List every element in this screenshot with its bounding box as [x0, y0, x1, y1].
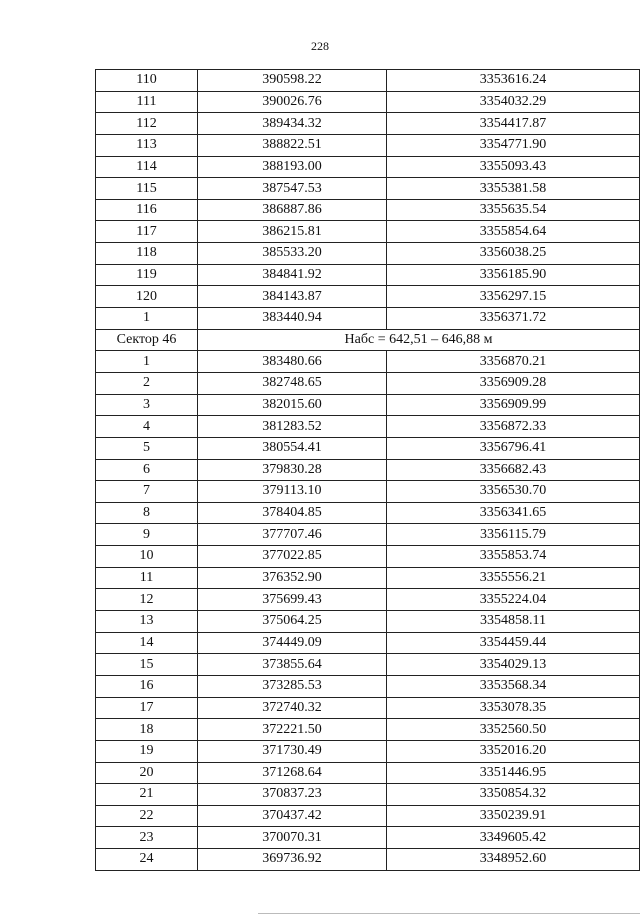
coord-x: 371268.64: [198, 762, 387, 784]
coord-x: 372740.32: [198, 697, 387, 719]
coord-y: 3355854.64: [387, 221, 640, 243]
point-number: 1: [96, 351, 198, 373]
coord-y: 3356870.21: [387, 351, 640, 373]
point-number: 20: [96, 762, 198, 784]
table-row: [96, 70, 640, 92]
sector-row: [96, 329, 640, 351]
coord-x: 383440.94: [198, 308, 387, 330]
coord-x: 380554.41: [198, 437, 387, 459]
coord-y: 3356872.33: [387, 416, 640, 438]
coord-y: 3354858.11: [387, 611, 640, 633]
table-row: [96, 546, 640, 568]
point-number: 3: [96, 394, 198, 416]
bottom-rule: [258, 913, 640, 914]
coord-y: 3349605.42: [387, 827, 640, 849]
coord-y: 3350239.91: [387, 805, 640, 827]
table-row: [96, 113, 640, 135]
coord-y: 3356682.43: [387, 459, 640, 481]
point-number: 115: [96, 178, 198, 200]
table-row: [96, 697, 640, 719]
sector-header: [96, 329, 640, 351]
coord-y: 3356115.79: [387, 524, 640, 546]
sector-label: Сектор 46: [96, 329, 198, 351]
coord-x: 385533.20: [198, 243, 387, 265]
coord-x: 378404.85: [198, 502, 387, 524]
point-number: 12: [96, 589, 198, 611]
point-number: 118: [96, 243, 198, 265]
point-number: 2: [96, 372, 198, 394]
table-row: [96, 264, 640, 286]
coord-y: 3353616.24: [387, 70, 640, 92]
coord-y: 3354771.90: [387, 134, 640, 156]
table-row: [96, 849, 640, 871]
point-number: 24: [96, 849, 198, 871]
coord-y: 3352016.20: [387, 740, 640, 762]
coord-x: 373285.53: [198, 675, 387, 697]
table-row: [96, 675, 640, 697]
table-row: [96, 481, 640, 503]
coord-x: 386887.86: [198, 199, 387, 221]
table-row: [96, 567, 640, 589]
point-number: 110: [96, 70, 198, 92]
coord-y: 3355853.74: [387, 546, 640, 568]
point-number: 119: [96, 264, 198, 286]
coord-x: 377707.46: [198, 524, 387, 546]
point-number: 11: [96, 567, 198, 589]
table-row: [96, 221, 640, 243]
coord-x: 370437.42: [198, 805, 387, 827]
point-number: 113: [96, 134, 198, 156]
point-number: 18: [96, 719, 198, 741]
point-number: 1: [96, 308, 198, 330]
coord-x: 376352.90: [198, 567, 387, 589]
table-row: [96, 589, 640, 611]
table-row: [96, 416, 640, 438]
point-number: 5: [96, 437, 198, 459]
point-number: 19: [96, 740, 198, 762]
coord-x: 388822.51: [198, 134, 387, 156]
coord-y: 3354032.29: [387, 91, 640, 113]
coord-y: 3353078.35: [387, 697, 640, 719]
coord-x: 390026.76: [198, 91, 387, 113]
coord-x: 384841.92: [198, 264, 387, 286]
point-number: 16: [96, 675, 198, 697]
coord-x: 370070.31: [198, 827, 387, 849]
coord-y: 3351446.95: [387, 762, 640, 784]
point-number: 6: [96, 459, 198, 481]
point-number: 10: [96, 546, 198, 568]
coord-y: 3354417.87: [387, 113, 640, 135]
point-number: 23: [96, 827, 198, 849]
point-number: 21: [96, 784, 198, 806]
table-row: [96, 308, 640, 330]
coord-x: 375064.25: [198, 611, 387, 633]
point-number: 7: [96, 481, 198, 503]
rows-before: [96, 70, 640, 330]
table-row: [96, 762, 640, 784]
table-row: [96, 654, 640, 676]
table-row: [96, 286, 640, 308]
coord-x: 382015.60: [198, 394, 387, 416]
table-row: [96, 611, 640, 633]
coord-x: 375699.43: [198, 589, 387, 611]
coord-y: 3356297.15: [387, 286, 640, 308]
table-row: [96, 156, 640, 178]
point-number: 22: [96, 805, 198, 827]
coord-y: 3356530.70: [387, 481, 640, 503]
point-number: 112: [96, 113, 198, 135]
coord-x: 369736.92: [198, 849, 387, 871]
table-row: [96, 91, 640, 113]
rows-after: [96, 351, 640, 870]
coordinates-table: [95, 69, 640, 871]
coord-x: 371730.49: [198, 740, 387, 762]
table-row: [96, 437, 640, 459]
coord-y: 3356909.99: [387, 394, 640, 416]
coord-y: 3356185.90: [387, 264, 640, 286]
coord-x: 386215.81: [198, 221, 387, 243]
point-number: 111: [96, 91, 198, 113]
table-row: [96, 134, 640, 156]
coord-x: 381283.52: [198, 416, 387, 438]
coord-y: 3356371.72: [387, 308, 640, 330]
point-number: 15: [96, 654, 198, 676]
coord-x: 377022.85: [198, 546, 387, 568]
table-row: [96, 827, 640, 849]
coord-y: 3356796.41: [387, 437, 640, 459]
coord-x: 379830.28: [198, 459, 387, 481]
coord-x: 370837.23: [198, 784, 387, 806]
table-row: [96, 199, 640, 221]
coord-x: 388193.00: [198, 156, 387, 178]
table-row: [96, 632, 640, 654]
coord-x: 373855.64: [198, 654, 387, 676]
coord-y: 3353568.34: [387, 675, 640, 697]
table-row: [96, 719, 640, 741]
sector-height: Набс = 642,51 – 646,88 м: [198, 329, 640, 351]
point-number: 116: [96, 199, 198, 221]
coord-y: 3348952.60: [387, 849, 640, 871]
table-row: [96, 178, 640, 200]
table-row: [96, 394, 640, 416]
coord-y: 3355224.04: [387, 589, 640, 611]
page-number: 228: [311, 39, 329, 53]
coord-y: 3355381.58: [387, 178, 640, 200]
point-number: 4: [96, 416, 198, 438]
coord-x: 382748.65: [198, 372, 387, 394]
coord-x: 379113.10: [198, 481, 387, 503]
coord-y: 3354459.44: [387, 632, 640, 654]
point-number: 117: [96, 221, 198, 243]
coord-y: 3352560.50: [387, 719, 640, 741]
coord-y: 3355556.21: [387, 567, 640, 589]
point-number: 14: [96, 632, 198, 654]
table-row: [96, 784, 640, 806]
table-row: [96, 351, 640, 373]
coord-x: 372221.50: [198, 719, 387, 741]
coord-x: 384143.87: [198, 286, 387, 308]
coord-y: 3355093.43: [387, 156, 640, 178]
coord-y: 3356038.25: [387, 243, 640, 265]
coord-x: 387547.53: [198, 178, 387, 200]
coord-y: 3356909.28: [387, 372, 640, 394]
table-row: [96, 459, 640, 481]
coord-y: 3354029.13: [387, 654, 640, 676]
coord-x: 374449.09: [198, 632, 387, 654]
point-number: 120: [96, 286, 198, 308]
point-number: 17: [96, 697, 198, 719]
coord-x: 390598.22: [198, 70, 387, 92]
table-row: [96, 805, 640, 827]
coord-y: 3356341.65: [387, 502, 640, 524]
point-number: 13: [96, 611, 198, 633]
coord-x: 389434.32: [198, 113, 387, 135]
table-row: [96, 502, 640, 524]
table-row: [96, 740, 640, 762]
point-number: 8: [96, 502, 198, 524]
coord-y: 3355635.54: [387, 199, 640, 221]
table-row: [96, 524, 640, 546]
table-row: [96, 372, 640, 394]
coord-y: 3350854.32: [387, 784, 640, 806]
coord-x: 383480.66: [198, 351, 387, 373]
point-number: 9: [96, 524, 198, 546]
point-number: 114: [96, 156, 198, 178]
table-row: [96, 243, 640, 265]
